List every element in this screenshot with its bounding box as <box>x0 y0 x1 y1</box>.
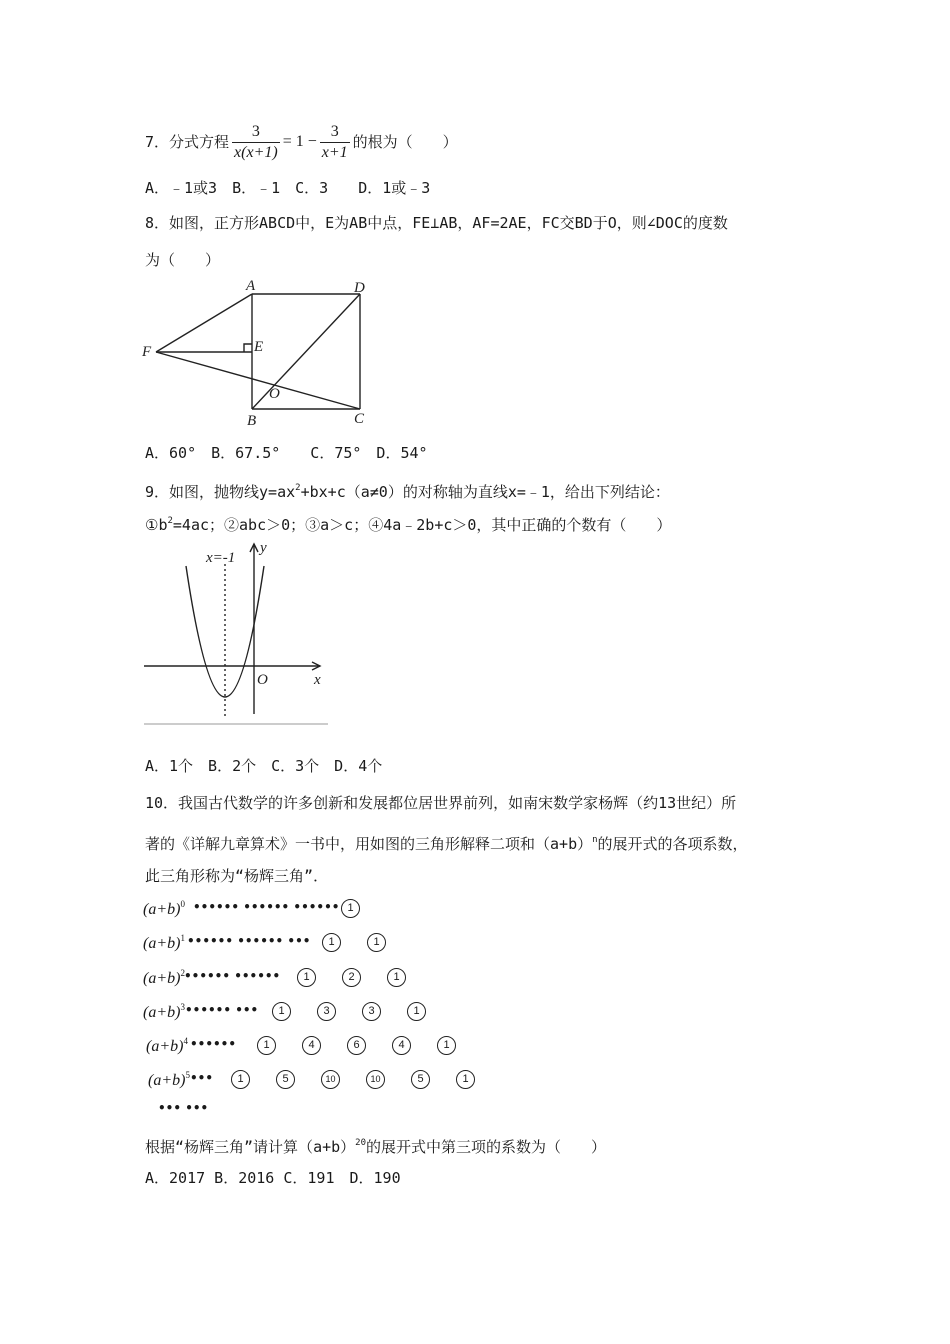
q10-trailing-dots: ••• ••• <box>158 1101 209 1115</box>
q8-square-figure <box>140 276 380 428</box>
yanghui-row-base: (a+b) <box>143 901 181 918</box>
yanghui-row-dots: ••• <box>190 1071 214 1085</box>
yanghui-row-dots: •••••• <box>190 1037 237 1051</box>
q9-o-label: O <box>257 672 268 688</box>
q9-line1-sup: 2 <box>295 483 301 493</box>
yanghui-row-exponent: 2 <box>180 968 185 978</box>
yanghui-row-label <box>143 1002 185 1022</box>
q8-stem-line2: 为（ ） <box>145 251 221 269</box>
q9-stem-line1 <box>145 478 670 502</box>
q8-label-c: C <box>354 411 365 427</box>
q7-frac2-numerator: 3 <box>330 122 339 140</box>
q10-stem-line1: 10．我国古代数学的许多创新和发展都位居世界前列，如南宋数学家杨辉（约13世纪）所 <box>145 794 737 812</box>
yanghui-coefficient: 1 <box>341 899 360 918</box>
yanghui-row-base: (a+b) <box>143 1004 181 1021</box>
yanghui-coefficient: 1 <box>297 968 316 987</box>
q8-segment-fc <box>156 352 360 409</box>
yanghui-row-base: (a+b) <box>146 1038 184 1055</box>
q10-question-a: 根据“杨辉三角”请计算（a+b） <box>145 1138 356 1156</box>
yanghui-row-base: (a+b) <box>143 970 181 987</box>
q9-axis-label: x=-1 <box>206 550 236 566</box>
q8-label-d: D <box>354 280 365 296</box>
q7-frac1-numerator: 3 <box>251 122 260 140</box>
q10-stem-line3: 此三角形称为“杨辉三角”． <box>145 867 329 885</box>
q7-equals: = 1 − <box>282 133 317 150</box>
yanghui-row-label <box>143 968 185 988</box>
q8-label-f: F <box>142 344 152 360</box>
yanghui-coefficient: 1 <box>456 1070 475 1089</box>
q9-options: A．1个 B．2个 C．3个 D．4个 <box>145 757 383 775</box>
q8-options: A．60° B．67.5° C．75° D．54° <box>145 444 428 462</box>
q7-options: A．﹣1或3 B．﹣1 C．3 D．1或﹣3 <box>145 179 431 197</box>
q10-stem-line2 <box>145 830 748 854</box>
yanghui-row-dots: •••••• •••••• <box>184 969 281 983</box>
q8-label-b: B <box>247 413 257 428</box>
yanghui-coefficient: 5 <box>276 1070 295 1089</box>
q7-fraction-1 <box>232 122 280 163</box>
q7-frac1-denominator: x(x+1) <box>234 143 278 161</box>
yanghui-row-exponent: 5 <box>185 1070 190 1080</box>
yanghui-row-label <box>143 899 185 919</box>
q9-stem-line2 <box>145 511 671 535</box>
q8-label-o: O <box>269 386 280 402</box>
q9-line1-b: +bx+c（a≠0）的对称轴为直线x=﹣1，给出下列结论： <box>300 483 670 501</box>
yanghui-row-exponent: 1 <box>180 933 185 943</box>
q8-right-angle-mark <box>244 344 252 352</box>
yanghui-row-exponent: 3 <box>180 1002 185 1012</box>
q10-question <box>145 1133 606 1157</box>
q7-frac2-denominator: x+1 <box>321 143 348 161</box>
yanghui-row-dots: •••••• •••••• •••••• <box>193 900 340 914</box>
yanghui-coefficient: 1 <box>231 1070 250 1089</box>
yanghui-row-dots: •••••• ••• <box>185 1003 259 1017</box>
q8-label-a: A <box>246 278 256 294</box>
q8-label-e: E <box>254 339 264 355</box>
yanghui-row-dots: •••••• •••••• ••• <box>187 934 311 948</box>
yanghui-coefficient: 2 <box>342 968 361 987</box>
q10-question-sup: 20 <box>355 1138 366 1148</box>
yanghui-coefficient: 3 <box>362 1002 381 1021</box>
yanghui-row-exponent: 0 <box>180 899 185 909</box>
q9-line1-a: 9．如图，抛物线y=ax <box>145 483 296 501</box>
yanghui-coefficient: 10 <box>321 1070 340 1089</box>
yanghui-coefficient: 4 <box>392 1036 411 1055</box>
q9-y-label: y <box>260 540 267 556</box>
yanghui-row-label <box>143 933 185 953</box>
yanghui-coefficient: 1 <box>367 933 386 952</box>
yanghui-coefficient: 6 <box>347 1036 366 1055</box>
q8-stem-line1: 8．如图，正方形ABCD中，E为AB中点，FE⊥AB，AF=2AE，FC交BD于O，则∠DOC的度数 <box>145 214 728 232</box>
q9-parabola-figure <box>140 538 335 728</box>
q9-line2-sup: 2 <box>167 516 173 526</box>
q10-question-b: 的展开式中第三项的系数为（ ） <box>366 1138 607 1156</box>
q10-options: A．2017 B．2016 C．191 D．190 <box>145 1169 401 1187</box>
yanghui-coefficient: 4 <box>302 1036 321 1055</box>
yanghui-row-base: (a+b) <box>148 1072 186 1089</box>
q7-suffix: 的根为（ ） <box>352 133 458 151</box>
yanghui-coefficient: 1 <box>257 1036 276 1055</box>
q9-line2-b: =4ac；②abc＞0；③a＞c；④4a﹣2b+c＞0，其中正确的个数有（ ） <box>172 516 672 534</box>
yanghui-coefficient: 5 <box>411 1070 430 1089</box>
q7-fraction-2 <box>320 122 350 163</box>
yanghui-coefficient: 1 <box>322 933 341 952</box>
q7-stem <box>145 120 458 164</box>
q10-line2-sup: n <box>592 835 598 845</box>
yanghui-row-label <box>148 1070 190 1090</box>
q7-prefix: 7．分式方程 <box>145 133 230 151</box>
yanghui-row-exponent: 4 <box>183 1036 188 1046</box>
q8-segment-fa <box>156 294 252 352</box>
yanghui-coefficient: 3 <box>317 1002 336 1021</box>
yanghui-coefficient: 1 <box>387 968 406 987</box>
yanghui-coefficient: 10 <box>366 1070 385 1089</box>
q10-line2-a: 著的《详解九章算术》一书中，用如图的三角形解释二项和（a+b） <box>145 835 593 853</box>
q9-line2-a: ①b <box>145 516 168 534</box>
yanghui-coefficient: 1 <box>437 1036 456 1055</box>
q9-x-label: x <box>314 672 321 688</box>
yanghui-coefficient: 1 <box>407 1002 426 1021</box>
q10-line2-b: 的展开式的各项系数， <box>597 835 748 853</box>
yanghui-coefficient: 1 <box>272 1002 291 1021</box>
yanghui-row-base: (a+b) <box>143 935 181 952</box>
yanghui-row-label <box>146 1036 188 1056</box>
